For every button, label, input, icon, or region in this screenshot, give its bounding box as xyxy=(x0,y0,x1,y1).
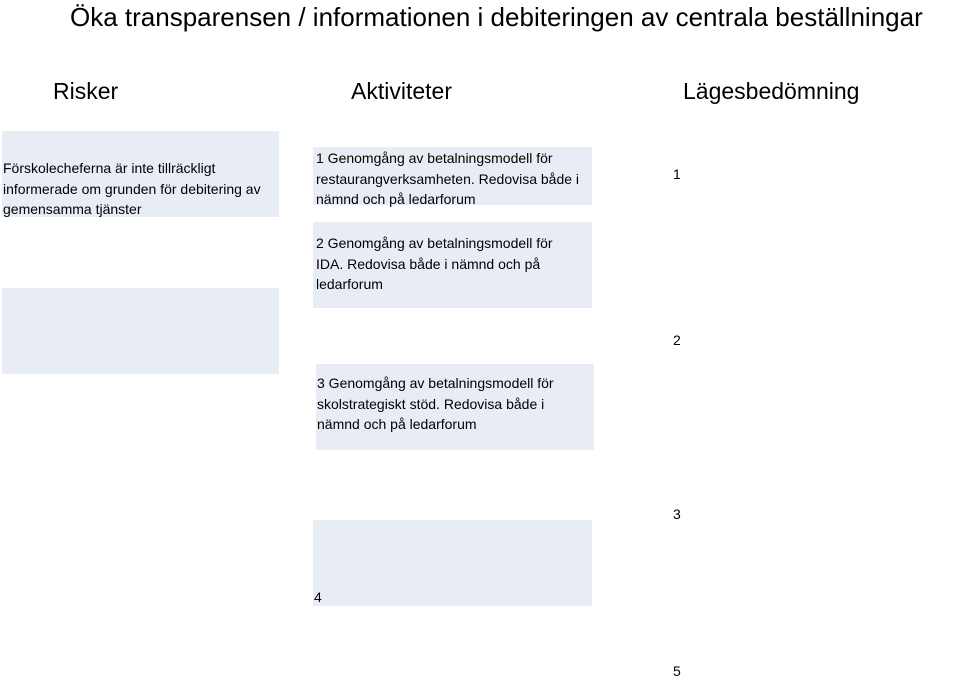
risk-box-1 xyxy=(2,131,279,217)
column-header-risks: Risker xyxy=(53,78,119,104)
risk-text-1: Förskolecheferna är inte tillräckligt informerade om grunden för debitering av gemensamma tjänster xyxy=(3,160,261,217)
activity-box-2 xyxy=(313,222,592,308)
assessment-number-2: 2 xyxy=(673,332,681,348)
assessment-number-1: 1 xyxy=(673,166,681,182)
activity-text-2: 2 Genomgång av betalningsmodell för IDA. Redovisa både i nämnd och på ledarforum xyxy=(316,235,553,292)
activity-text-3: 3 Genomgång av betalningsmodell för skolstrategiskt stöd. Redovisa både i nämnd och på ledarforum xyxy=(317,375,554,432)
activity-text-1: 1 Genomgång av betalningsmodell för restaurangverksamheten. Redovisa både i nämnd och på ledarforum xyxy=(316,150,580,207)
assessment-number-5: 5 xyxy=(673,663,681,679)
assessment-number-3: 3 xyxy=(673,506,681,522)
activity-box-3 xyxy=(316,364,594,450)
page-title: Öka transparensen / informationen i debiteringen av centrala beställningar xyxy=(70,2,923,32)
risk-box-2 xyxy=(2,288,279,374)
activity-text-4: 4 xyxy=(314,589,322,605)
activity-box-1 xyxy=(313,147,592,205)
activity-box-4 xyxy=(313,520,592,606)
column-header-activities: Aktiviteter xyxy=(351,78,452,104)
column-header-assessment: Lägesbedömning xyxy=(683,78,860,104)
